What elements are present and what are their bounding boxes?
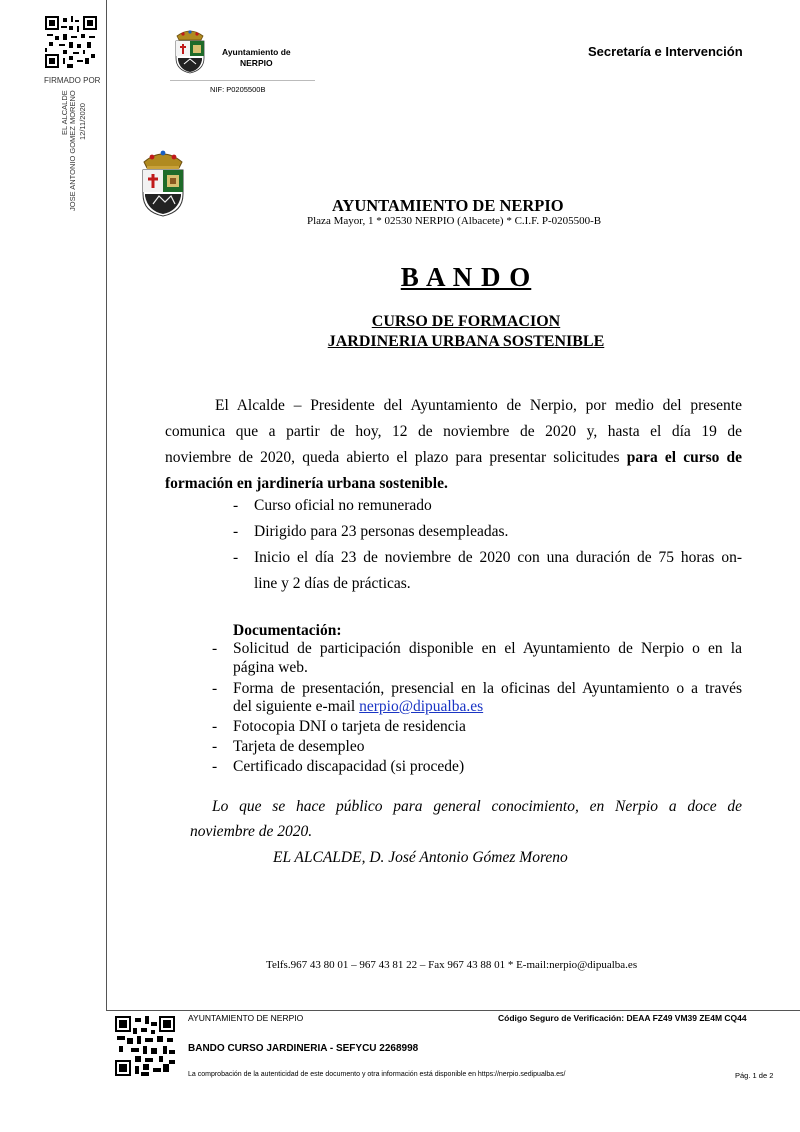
closing-line-1: Lo que se hace público para general conocimiento, en Nerpio a doce de (212, 798, 742, 815)
doc-dash-3: - (212, 718, 218, 735)
signature-date: 12/11/2020 (78, 103, 87, 140)
footer-page: Pág. 1 de 2 (735, 1071, 774, 1080)
doc-item-2: Forma de presentación, presencial en la oficinas del Ayuntamiento o a través (233, 680, 742, 697)
signature-name: JOSE ANTONIO GOMEZ MORENO (68, 90, 77, 211)
header-logo-rule (170, 80, 315, 81)
paragraph-line-1 (165, 393, 742, 419)
bullet-dash-2: - (233, 523, 239, 540)
paragraph-line-4 (165, 471, 742, 497)
coat-of-arms-small (172, 28, 208, 74)
contact-line: Telfs.967 43 80 01 – 967 43 81 22 – Fax 967 43 88 01 * E-mail:nerpio@dipualba.es (266, 959, 638, 971)
doc-dash-4: - (212, 738, 218, 755)
bullet-3: Inicio el día 23 de noviembre de 2020 con una duración de 75 horas on- (254, 549, 742, 566)
bullet-2: Dirigido para 23 personas desempleadas. (254, 523, 509, 540)
qr-code-top (45, 16, 97, 68)
doc-dash-2: - (212, 680, 218, 697)
paragraph-line-4-bold: formación en jardinería urbana sostenible. (165, 475, 448, 492)
signature-role: EL ALCALDE (60, 90, 69, 135)
footer-verify: La comprobación de la autenticidad de este documento y otra información está disponible en https://nerpio.sedipualba.es/ (188, 1071, 566, 1078)
closing-line-2: noviembre de 2020. (190, 823, 313, 840)
doc-dash-5: - (212, 758, 218, 775)
signed-by-label: FIRMADO POR (44, 76, 101, 85)
doc-item-1-continued: página web. (233, 659, 308, 676)
coat-of-arms-large (137, 148, 189, 218)
bullet-dash-1: - (233, 497, 239, 514)
footer-org: AYUNTAMIENTO DE NERPIO (188, 1013, 304, 1023)
doc-dash-1: - (212, 640, 218, 657)
letterhead-title: AYUNTAMIENTO DE NERPIO (332, 196, 564, 215)
subtitle-line2: JARDINERIA URBANA SOSTENIBLE (327, 333, 605, 350)
doc-item-5: Certificado discapacidad (si procede) (233, 758, 465, 775)
doc-item-4: Tarjeta de desempleo (233, 738, 365, 755)
footer-csv: Código Seguro de Verificación: DEAA FZ49 VM39 ZE4M CQ44 (498, 1013, 747, 1023)
footer-doc-title: BANDO CURSO JARDINERIA - SEFYCU 2268998 (188, 1043, 419, 1054)
footer-rule (106, 1010, 800, 1011)
left-margin-rule (106, 0, 107, 1010)
nif-text: NIF: P0205500B (210, 85, 266, 94)
letterhead-address: Plaza Mayor, 1 * 02530 NERPIO (Albacete) * C.I.F. P-0205500-B (307, 215, 602, 227)
email-link[interactable]: nerpio@dipualba.es (359, 698, 484, 715)
bullet-1: Curso oficial no remunerado (254, 497, 432, 514)
paragraph-line-3-text: noviembre de 2020, queda abierto el plazo para presentar solicitudes (165, 449, 627, 466)
bando-title: B A N D O (400, 262, 532, 292)
paragraph-line-2 (165, 419, 742, 445)
qr-code-footer (115, 1016, 175, 1076)
bullet-3-continued: line y 2 días de prácticas. (254, 575, 411, 592)
paragraph-line-2-text: comunica que a partir de hoy, 12 de noviembre de 2020 y, hasta el día 19 de (165, 423, 742, 440)
department-title: Secretaría e Intervención (588, 44, 743, 59)
email-prefix: del siguiente e-mail (233, 698, 360, 715)
doc-item-3: Fotocopia DNI o tarjeta de residencia (233, 718, 466, 735)
mayor-signature-line: EL ALCALDE, D. José Antonio Gómez Moreno (273, 849, 568, 866)
logo-text-line2: NERPIO (240, 58, 273, 68)
paragraph-line-3 (165, 445, 742, 471)
paragraph-line-3-bold: para el curso de (626, 449, 742, 466)
documentation-heading: Documentación: (233, 622, 342, 639)
doc-item-2-continued (233, 698, 483, 716)
paragraph-line-1-text: El Alcalde – Presidente del Ayuntamiento de Nerpio, por medio del presente (215, 397, 742, 414)
logo-text-line1: Ayuntamiento de (222, 47, 291, 57)
bullet-dash-3: - (233, 549, 239, 566)
doc-item-1: Solicitud de participación disponible en el Ayuntamiento de Nerpio o en la (233, 640, 742, 657)
subtitle-line1: CURSO DE FORMACION (371, 313, 561, 330)
